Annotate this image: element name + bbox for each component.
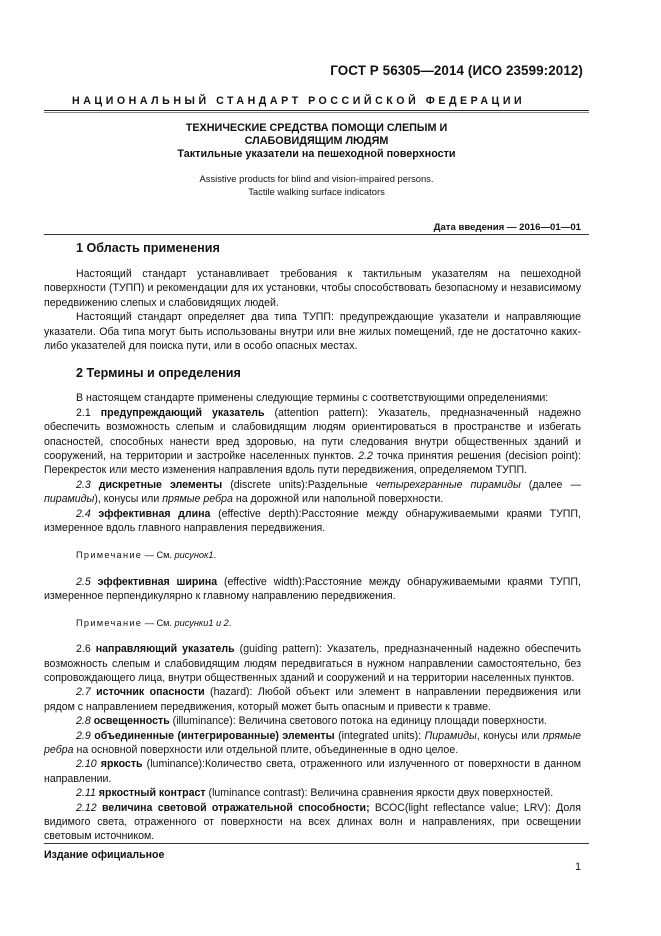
official-edition-label: Издание официальное xyxy=(44,849,165,861)
section1-paragraph1: Настоящий стандарт устанавливает требования к тактильным указателям на пешеходной поверхности (ТУПП) и рекомендации для их установки, чтобы способствовать безопасному и независимому передвижению слепых и слабовидящих людей. xyxy=(44,268,581,309)
term-2-6: 2.6 направляющий указатель (guiding pattern): Указатель, предназначенный надежно обеспечить возможность слепым и слабовидящим людям передвигаться в нужном направлении самостоятельно, без сопровождающего лица, внутри общественных зданий и сооружений и на территории населенных пунктов. xyxy=(44,643,581,684)
header-rule-secondary xyxy=(44,112,589,113)
date-rule xyxy=(44,234,589,235)
term-number: 2.10 xyxy=(76,758,97,771)
term-number: 2.3 xyxy=(76,478,91,491)
main-content xyxy=(44,240,581,844)
term-2-10: 2.10 яркость (luminance):Количество света, отраженного или излученного от поверхности в данном направлении. xyxy=(44,758,581,785)
term-2-11: 2.11 яркостный контраст (luminance contrast): Величина сравнения яркости двух поверхностей. xyxy=(76,787,554,800)
term-name: направляющий указатель xyxy=(95,643,235,656)
introduction-date: Дата введения — 2016—01—01 xyxy=(433,222,581,233)
term-number: 2.7 xyxy=(76,686,91,699)
term-2-4: 2.4 эффективная длина (effective depth):Расстояние между обнаруживаемыми краями ТУПП, измеренное вдоль главного направления передвижения. xyxy=(44,507,581,535)
footer-rule xyxy=(44,843,589,844)
term-2-9: 2.9 объединенные (интегрированные) элементы (integrated units): Пирамиды, конусы или прямые ребра на основной поверхности или отдельной плите, объединенные в одно целое. xyxy=(44,729,582,756)
term-name: яркость xyxy=(100,758,143,771)
term-name: величина световой отражательной способности; xyxy=(101,801,370,814)
term-2-8: 2.8 освещенность (illuminance): Величина светового потока на единицу площади поверхности. xyxy=(76,715,547,728)
term-number: 2.5 xyxy=(76,575,91,588)
title-block xyxy=(44,122,589,198)
title-ru-line2: СЛАБОВИДЯЩИМ ЛЮДЯМ xyxy=(244,135,389,147)
term-number: 2.4 xyxy=(76,507,91,520)
term-name: источник опасности xyxy=(96,686,205,699)
section2-intro: В настоящем стандарте применены следующие термины с соответствующими определениями: xyxy=(76,392,549,405)
term-number: 2.6 xyxy=(76,643,91,656)
term-number: 2.2 xyxy=(358,450,373,463)
term-2-5: 2.5 эффективная ширина (effective width):Расстояние между обнаруживаемыми краями ТУПП, измеренное перпендикулярно к главному направлению передвижения. xyxy=(44,575,581,603)
note-1: Примечание — См. рисунок1. xyxy=(76,549,217,560)
term-name: предупреждающий указатель xyxy=(100,406,265,419)
term-2-12: 2.12 величина световой отражательной способности; ВСОС(light reflectance value; LRV): Доля видимого света, отраженного от поверхности на всех длинах волн и направлениях, при освещении световым источником. xyxy=(44,801,581,843)
term-name: яркостный контраст xyxy=(98,787,206,800)
term-number: 2.12 xyxy=(76,801,97,814)
term-number: 2.11 xyxy=(76,787,96,800)
term-name: эффективная ширина xyxy=(97,575,218,588)
term-2-3: 2.3 дискретные элементы (discrete units):Раздельные четырехгранные пирамиды (далее — пирамиды), конусы или прямые ребра на дорожной или напольной поверхности. xyxy=(44,478,581,506)
term-2-7: 2.7 источник опасности (hazard): Любой объект или элемент в направлении передвижения или рядом с направлением передвижения, который может быть опасным и привести к травме. xyxy=(44,686,581,713)
term-2-1: 2.1 предупреждающий указатель (attention pattern): Указатель, предназначенный надежно обеспечить возможность слепым и слабовидящим людям ориентироваться в пространстве и избегать опасностей, способных нанести вред здоровью, на пути следования внутри общественных зданий и сооружений, на территории и застройке населенных пунктов. 2.2 точка принятия решения (decision point): Перекресток или место изменения направления вдоль пути передвижения, определяемом ТУПП. xyxy=(44,406,582,477)
national-standard-banner: НАЦИОНАЛЬНЫЙ СТАНДАРТ РОССИЙСКОЙ ФЕДЕРАЦИИ xyxy=(72,95,526,107)
term-name: дискретные элементы xyxy=(98,478,223,491)
term-number: 2.9 xyxy=(76,729,91,742)
term-number: 2.1 xyxy=(76,406,91,419)
title-ru-line1: ТЕХНИЧЕСКИЕ СРЕДСТВА ПОМОЩИ СЛЕПЫМ И xyxy=(185,122,448,134)
section1-heading: 1 Область применения xyxy=(76,241,220,255)
page-number: 1 xyxy=(575,861,581,873)
term-name: освещенность xyxy=(93,715,170,728)
standard-code: ГОСТ Р 56305—2014 (ИСО 23599:2012) xyxy=(330,63,583,78)
title-en-line1: Assistive products for blind and vision-impaired persons. xyxy=(199,173,434,184)
header-rule xyxy=(44,110,589,111)
term-name: объединенные (интегрированные) элементы xyxy=(94,729,335,742)
title-en xyxy=(44,173,589,198)
title-ru-subtitle: Тактильные указатели на пешеходной поверхности xyxy=(177,148,456,160)
note-2: Примечание — См. рисунки1 и 2. xyxy=(76,617,232,628)
title-en-line2: Tactile walking surface indicators xyxy=(248,185,385,197)
section1-paragraph2: Настоящий стандарт определяет два типа ТУПП: предупреждающие указатели и направляющие указатели. Оба типа могут быть использованы внутри или вне жилых помещений, где не достаточно каких-либо указателей для поиска пути, или в особо опасных местах. xyxy=(44,311,581,353)
term-number: 2.8 xyxy=(76,715,91,728)
section2-heading: 2 Термины и определения xyxy=(76,366,241,381)
term-name: эффективная длина xyxy=(98,507,211,520)
